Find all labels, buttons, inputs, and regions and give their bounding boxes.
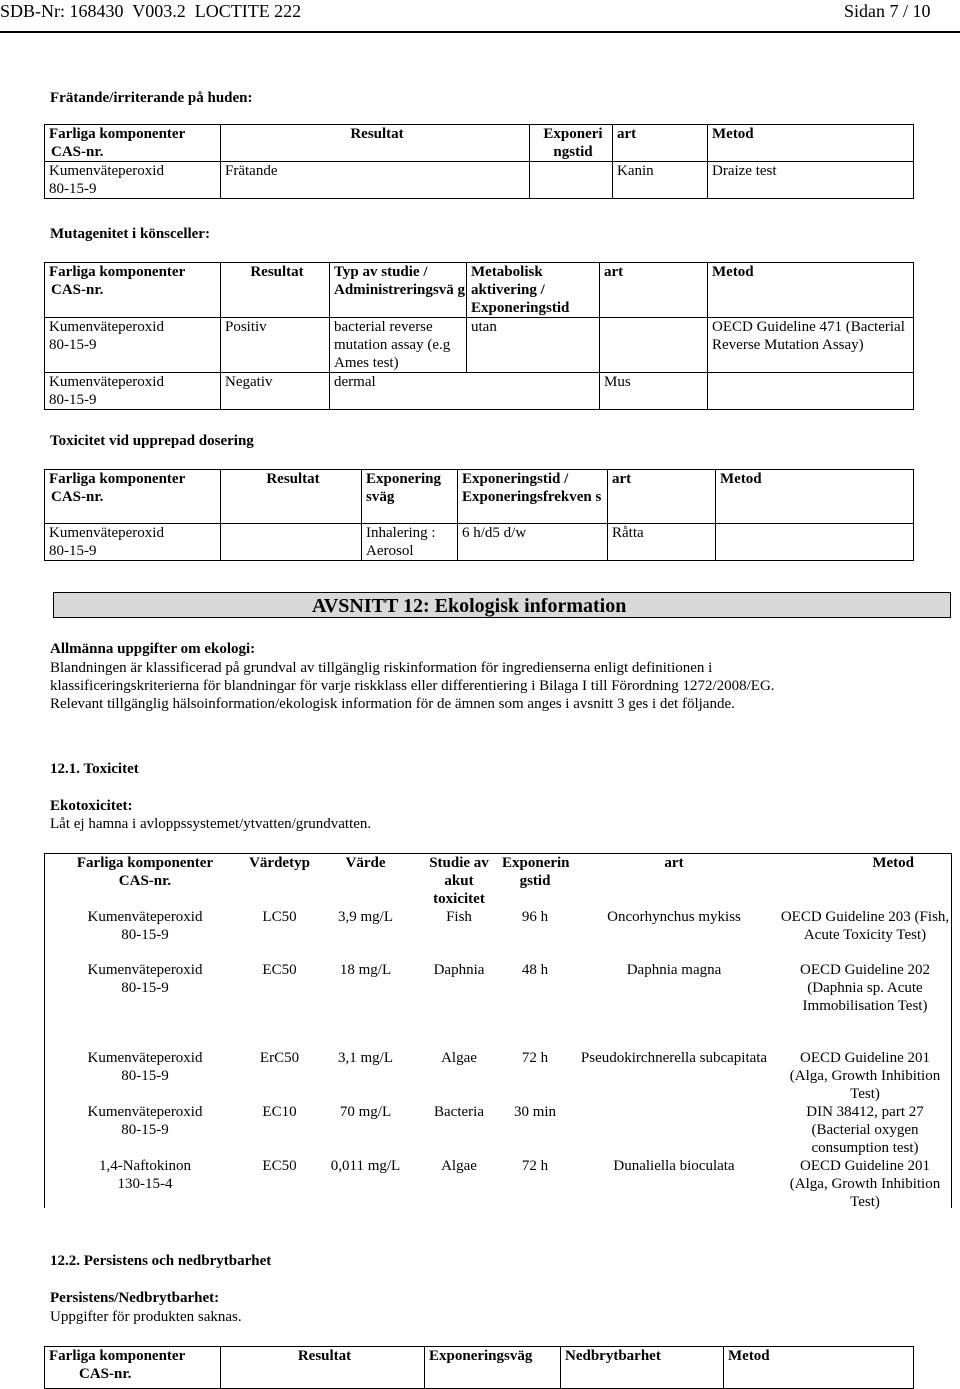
persist-subheading: Persistens/Nedbrytbarhet: — [50, 1290, 220, 1306]
col-art: art — [664, 855, 684, 871]
col-result: Resultat — [221, 1347, 425, 1389]
eco-table — [44, 854, 952, 1211]
repeated-heading: Toxicitet vid upprepad dosering — [50, 433, 254, 449]
result-cell: Frätande — [221, 162, 530, 199]
cas-number: 80-15-9 — [49, 181, 97, 197]
method-cell: Draize test — [708, 162, 914, 199]
col-method: Metod — [708, 125, 914, 162]
persist-heading: 12.2. Persistens och nedbrytbarhet — [50, 1253, 272, 1269]
col-type: Värdetyp — [249, 855, 310, 871]
table-row: Kumenväteperoxid 80-15-9 Negativ dermal Mus — [45, 373, 914, 410]
toxicity-heading: 12.1. Toxicitet — [50, 761, 139, 777]
col-result: Resultat — [221, 470, 362, 524]
col-route: Exponeringsväg — [425, 1347, 561, 1389]
col-art: art — [608, 470, 716, 524]
col-art: art — [613, 125, 708, 162]
skin-table — [44, 124, 914, 199]
section-title: AVSNITT 12: Ekologisk information — [312, 595, 627, 617]
table-row: Kumenväteperoxid 80-15-9 Positiv bacterial reverse mutation assay (e.g Ames test) utan OECD Guideline 471 (Bacterial Reverse Mutation Assay) — [45, 318, 914, 373]
version: V003.2 — [132, 1, 186, 21]
col-route: Exponering sväg — [362, 470, 458, 524]
col-method: Metod — [716, 470, 914, 524]
col-component: Farliga komponenter CAS-nr. — [45, 263, 221, 318]
table-row: Kumenväteperoxid 80-15-9 Inhalering : Aerosol 6 h/d5 d/w Råtta — [45, 524, 914, 561]
general-text — [50, 659, 950, 713]
col-method: Metod — [872, 855, 914, 871]
persist-text: Uppgifter för produkten saknas. — [50, 1309, 242, 1325]
sdb-number: SDB-Nr: 168430 — [0, 1, 124, 21]
section-banner — [53, 592, 951, 618]
general-text-line: Blandningen är klassificerad på grundval av tillgänglig riskinformation för ingredienserna enligt definitionen i — [50, 660, 713, 676]
component-name: Kumenväteperoxid — [49, 163, 164, 179]
col-result: Resultat — [221, 125, 530, 162]
col-time: Exponeringstid / Exponeringsfrekven s — [458, 470, 608, 524]
col-component: Farliga komponenter CAS-nr. — [45, 470, 221, 524]
header-divider — [0, 31, 960, 33]
table-row: Kumenväteperoxid 80-15-9 LC50 3,9 mg/L Fish 96 h Oncorhynchus mykiss OECD Guideline 203 (Fish, Acute Toxicity Test) — [87, 909, 950, 943]
ecotox-heading: Ekotoxicitet: — [50, 798, 133, 814]
table-row: Kumenväteperoxid 80-15-9 ErC50 3,1 mg/L Algae 72 h Pseudokirchnerella subcapitata OECD Guideline 201 (Alga, Growth Inhibition Test) — [87, 1050, 941, 1102]
general-text-line: Relevant tillgänglig hälsoinformation/ekologisk information för de ämnen som anges i avsnitt 3 ges i det följande. — [50, 696, 735, 712]
exposure-cell — [530, 162, 613, 199]
col-degradability: Nedbrytbarhet — [561, 1347, 724, 1389]
col-metabolic: Metabolisk aktivering / Exponeringstid — [467, 263, 600, 318]
table-row: Kumenväteperoxid 80-15-9 EC50 18 mg/L Daphnia 48 h Daphnia magna OECD Guideline 202 (Daphnia sp. Acute Immobilisation Test) — [87, 962, 930, 1014]
repeated-table — [44, 469, 914, 561]
col-component: Farliga komponenter CAS-nr. — [45, 1347, 221, 1389]
art-cell: Kanin — [613, 162, 708, 199]
document-header — [0, 0, 301, 22]
col-method: Metod — [724, 1347, 914, 1389]
mutagen-heading: Mutagenitet i könsceller: — [50, 226, 210, 242]
skin-heading: Frätande/irriterande på huden: — [50, 90, 253, 106]
persist-table — [44, 1346, 914, 1389]
table-row: 1,4-Naftokinon 130-15-4 EC50 0,011 mg/L Algae 72 h Dunaliella bioculata OECD Guideline 201 (Alga, Growth Inhibition Test) — [98, 1158, 941, 1210]
general-text-line: klassificeringskriterierna för blandningar för varje riskklass eller differentiering i Bilaga I till Förordning 1272/2008/EG. — [50, 678, 775, 694]
col-method: Metod — [708, 263, 914, 318]
col-value: Värde — [345, 855, 386, 871]
col-study: Studie av akut toxicitet — [429, 855, 489, 907]
general-heading: Allmänna uppgifter om ekologi: — [50, 641, 256, 657]
mutagen-table — [44, 262, 914, 410]
col-study: Typ av studie / Administreringsvä g — [330, 263, 467, 318]
col-exposure: Exponerin gstid — [502, 855, 570, 889]
table-row — [45, 162, 914, 199]
page-number: Sidan 7 / 10 — [844, 1, 931, 21]
col-component: Farliga komponenter CAS-nr. — [76, 855, 214, 889]
col-result: Resultat — [221, 263, 330, 318]
col-art: art — [600, 263, 708, 318]
col-component: Farliga komponenter CAS-nr. — [45, 125, 221, 162]
col-exposure: Exponeri ngstid — [530, 125, 613, 162]
product-name: LOCTITE 222 — [194, 1, 302, 21]
table-row: Kumenväteperoxid 80-15-9 EC10 70 mg/L Bacteria 30 min DIN 38412, part 27 (Bacterial oxygen consumption test) — [87, 1104, 924, 1156]
ecotox-text: Låt ej hamna i avloppssystemet/ytvatten/grundvatten. — [50, 816, 372, 832]
